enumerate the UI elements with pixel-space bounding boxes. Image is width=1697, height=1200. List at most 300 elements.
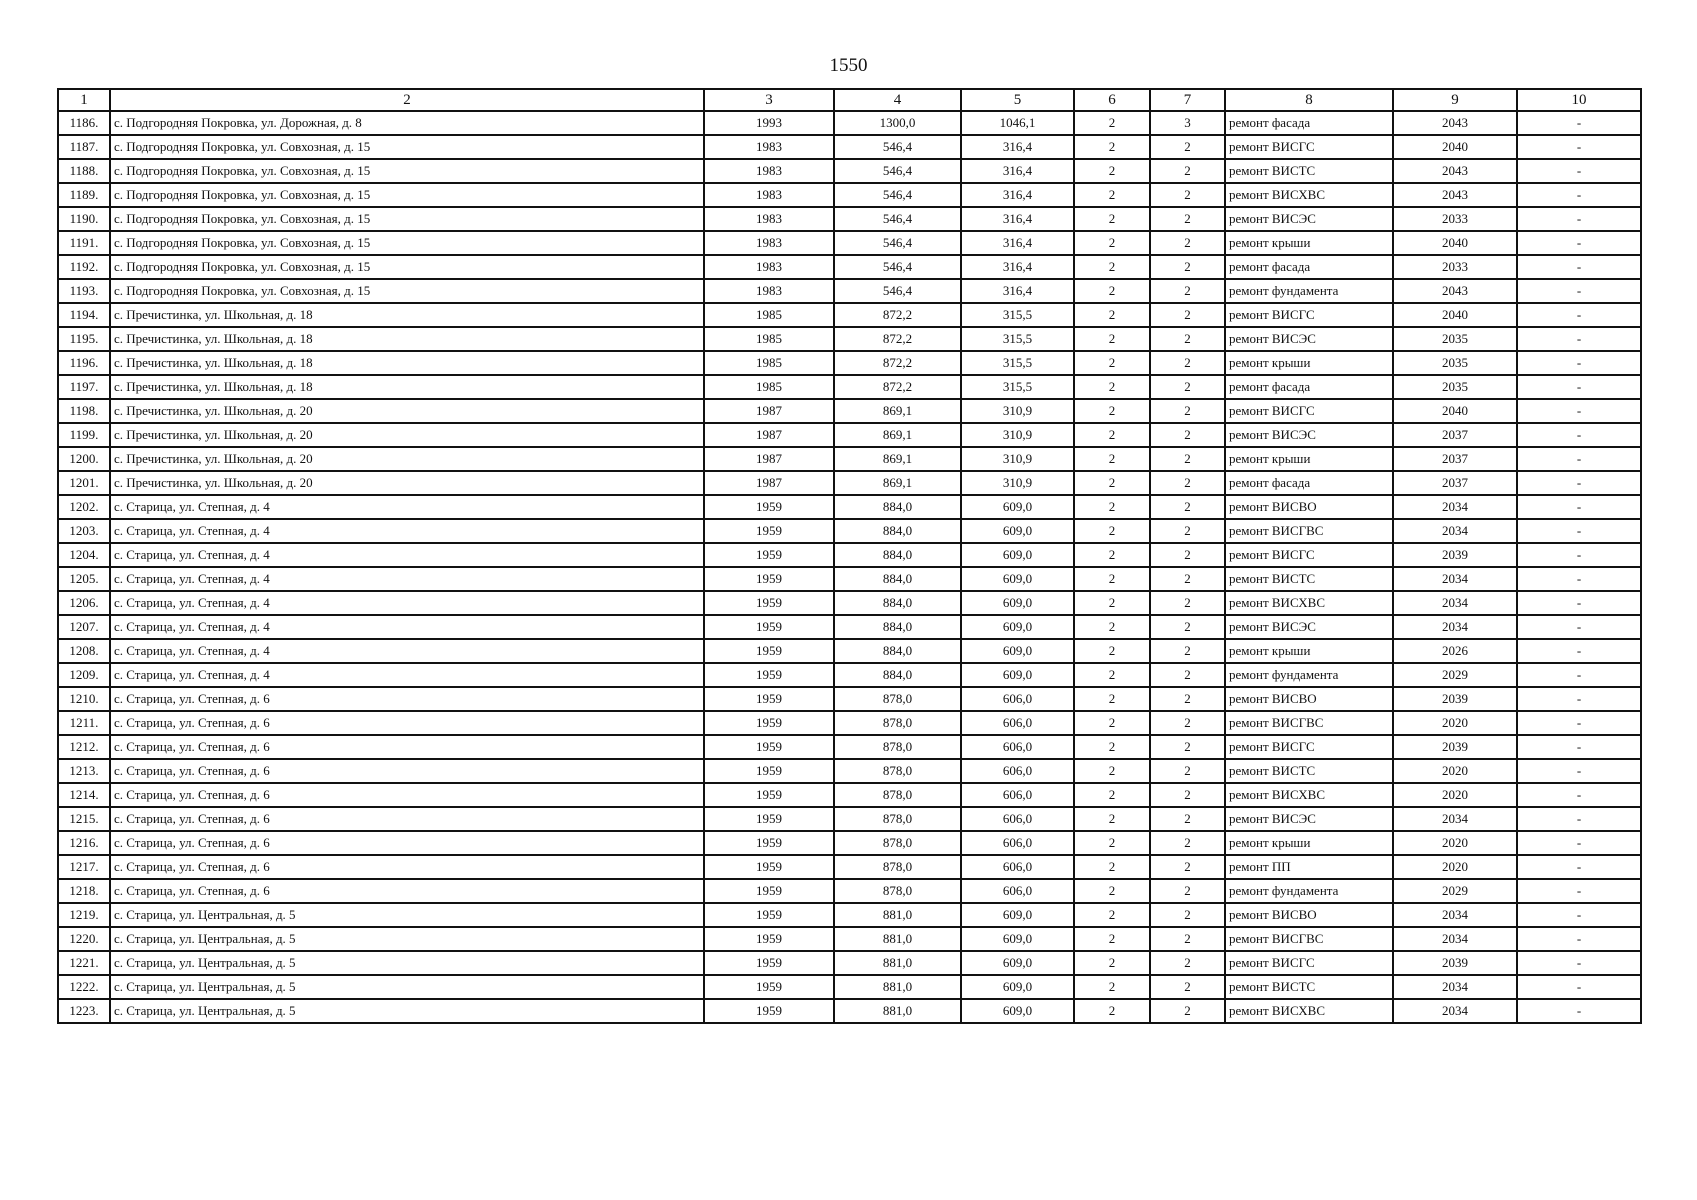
row-number-cell: 1192.	[58, 255, 110, 279]
work-type-cell: ремонт крыши	[1225, 447, 1393, 471]
total-area-cell: 869,1	[834, 471, 961, 495]
floors-cell: 2	[1074, 375, 1150, 399]
living-area-cell: 609,0	[961, 903, 1074, 927]
floors-cell: 2	[1074, 519, 1150, 543]
note-cell: -	[1517, 471, 1641, 495]
col-2-header: 2	[110, 89, 704, 111]
table-row	[58, 687, 1641, 711]
total-area-cell: 878,0	[834, 735, 961, 759]
address-cell: с. Пречистинка, ул. Школьная, д. 20	[110, 399, 704, 423]
row-number-cell: 1218.	[58, 879, 110, 903]
floors-cell: 2	[1074, 231, 1150, 255]
planned-year-cell: 2020	[1393, 783, 1517, 807]
total-area-cell: 884,0	[834, 639, 961, 663]
entrances-cell: 2	[1150, 183, 1225, 207]
entrances-cell: 2	[1150, 327, 1225, 351]
work-type-cell: ремонт ВИСГВС	[1225, 927, 1393, 951]
address-cell: с. Пречистинка, ул. Школьная, д. 18	[110, 327, 704, 351]
total-area-cell: 1300,0	[834, 111, 961, 135]
floors-cell: 2	[1074, 711, 1150, 735]
planned-year-cell: 2043	[1393, 159, 1517, 183]
total-area-cell: 884,0	[834, 567, 961, 591]
floors-cell: 2	[1074, 759, 1150, 783]
work-type-cell: ремонт фасада	[1225, 111, 1393, 135]
address-cell: с. Старица, ул. Степная, д. 6	[110, 855, 704, 879]
address-cell: с. Подгородняя Покровка, ул. Совхозная, д. 15	[110, 183, 704, 207]
row-number-cell: 1195.	[58, 327, 110, 351]
year-cell: 1985	[704, 351, 834, 375]
address-cell: с. Старица, ул. Степная, д. 6	[110, 807, 704, 831]
floors-cell: 2	[1074, 783, 1150, 807]
entrances-cell: 2	[1150, 135, 1225, 159]
planned-year-cell: 2040	[1393, 399, 1517, 423]
floors-cell: 2	[1074, 663, 1150, 687]
note-cell: -	[1517, 423, 1641, 447]
total-area-cell: 884,0	[834, 591, 961, 615]
floors-cell: 2	[1074, 879, 1150, 903]
total-area-cell: 869,1	[834, 447, 961, 471]
note-cell: -	[1517, 711, 1641, 735]
living-area-cell: 606,0	[961, 759, 1074, 783]
total-area-cell: 872,2	[834, 303, 961, 327]
table-row	[58, 303, 1641, 327]
row-number-cell: 1214.	[58, 783, 110, 807]
row-number-cell: 1215.	[58, 807, 110, 831]
living-area-cell: 609,0	[961, 975, 1074, 999]
year-cell: 1959	[704, 591, 834, 615]
total-area-cell: 869,1	[834, 423, 961, 447]
note-cell: -	[1517, 135, 1641, 159]
work-type-cell: ремонт ВИСГС	[1225, 951, 1393, 975]
work-type-cell: ремонт ВИСЭС	[1225, 207, 1393, 231]
row-number-cell: 1203.	[58, 519, 110, 543]
floors-cell: 2	[1074, 399, 1150, 423]
total-area-cell: 884,0	[834, 663, 961, 687]
year-cell: 1959	[704, 783, 834, 807]
note-cell: -	[1517, 447, 1641, 471]
note-cell: -	[1517, 831, 1641, 855]
work-type-cell: ремонт фасада	[1225, 471, 1393, 495]
row-number-cell: 1191.	[58, 231, 110, 255]
note-cell: -	[1517, 999, 1641, 1023]
living-area-cell: 609,0	[961, 951, 1074, 975]
year-cell: 1959	[704, 639, 834, 663]
table-row	[58, 423, 1641, 447]
planned-year-cell: 2034	[1393, 495, 1517, 519]
total-area-cell: 884,0	[834, 543, 961, 567]
year-cell: 1959	[704, 495, 834, 519]
floors-cell: 2	[1074, 255, 1150, 279]
row-number-cell: 1223.	[58, 999, 110, 1023]
year-cell: 1987	[704, 471, 834, 495]
work-type-cell: ремонт ВИСЭС	[1225, 807, 1393, 831]
table-body	[58, 111, 1641, 1023]
address-cell: с. Старица, ул. Степная, д. 4	[110, 543, 704, 567]
living-area-cell: 609,0	[961, 591, 1074, 615]
entrances-cell: 2	[1150, 375, 1225, 399]
planned-year-cell: 2039	[1393, 951, 1517, 975]
work-type-cell: ремонт ВИСВО	[1225, 903, 1393, 927]
entrances-cell: 3	[1150, 111, 1225, 135]
total-area-cell: 878,0	[834, 711, 961, 735]
year-cell: 1959	[704, 807, 834, 831]
work-type-cell: ремонт ВИСЭС	[1225, 327, 1393, 351]
living-area-cell: 316,4	[961, 279, 1074, 303]
address-cell: с. Старица, ул. Степная, д. 6	[110, 687, 704, 711]
work-type-cell: ремонт ВИСХВС	[1225, 783, 1393, 807]
work-type-cell: ремонт ВИСХВС	[1225, 183, 1393, 207]
address-cell: с. Старица, ул. Центральная, д. 5	[110, 951, 704, 975]
note-cell: -	[1517, 759, 1641, 783]
col-5-header: 5	[961, 89, 1074, 111]
living-area-cell: 310,9	[961, 447, 1074, 471]
note-cell: -	[1517, 975, 1641, 999]
address-cell: с. Подгородняя Покровка, ул. Совхозная, д. 15	[110, 135, 704, 159]
address-cell: с. Пречистинка, ул. Школьная, д. 18	[110, 303, 704, 327]
entrances-cell: 2	[1150, 207, 1225, 231]
floors-cell: 2	[1074, 567, 1150, 591]
row-number-cell: 1193.	[58, 279, 110, 303]
table-row	[58, 399, 1641, 423]
floors-cell: 2	[1074, 927, 1150, 951]
planned-year-cell: 2034	[1393, 807, 1517, 831]
note-cell: -	[1517, 663, 1641, 687]
row-number-cell: 1208.	[58, 639, 110, 663]
row-number-cell: 1220.	[58, 927, 110, 951]
address-cell: с. Подгородняя Покровка, ул. Совхозная, д. 15	[110, 231, 704, 255]
floors-cell: 2	[1074, 615, 1150, 639]
note-cell: -	[1517, 111, 1641, 135]
entrances-cell: 2	[1150, 807, 1225, 831]
living-area-cell: 609,0	[961, 927, 1074, 951]
planned-year-cell: 2043	[1393, 183, 1517, 207]
row-number-cell: 1216.	[58, 831, 110, 855]
table-row	[58, 327, 1641, 351]
planned-year-cell: 2034	[1393, 903, 1517, 927]
living-area-cell: 609,0	[961, 639, 1074, 663]
planned-year-cell: 2039	[1393, 543, 1517, 567]
work-type-cell: ремонт ВИСТС	[1225, 567, 1393, 591]
table-row	[58, 471, 1641, 495]
row-number-cell: 1197.	[58, 375, 110, 399]
living-area-cell: 310,9	[961, 399, 1074, 423]
total-area-cell: 546,4	[834, 135, 961, 159]
total-area-cell: 872,2	[834, 351, 961, 375]
col-4-header: 4	[834, 89, 961, 111]
year-cell: 1983	[704, 207, 834, 231]
planned-year-cell: 2034	[1393, 591, 1517, 615]
note-cell: -	[1517, 591, 1641, 615]
year-cell: 1983	[704, 183, 834, 207]
year-cell: 1985	[704, 327, 834, 351]
planned-year-cell: 2034	[1393, 927, 1517, 951]
row-number-cell: 1202.	[58, 495, 110, 519]
total-area-cell: 878,0	[834, 783, 961, 807]
table-row	[58, 855, 1641, 879]
living-area-cell: 1046,1	[961, 111, 1074, 135]
work-type-cell: ремонт ВИСГВС	[1225, 711, 1393, 735]
note-cell: -	[1517, 495, 1641, 519]
table-row	[58, 879, 1641, 903]
living-area-cell: 310,9	[961, 471, 1074, 495]
address-cell: с. Подгородняя Покровка, ул. Совхозная, д. 15	[110, 159, 704, 183]
total-area-cell: 546,4	[834, 279, 961, 303]
row-number-cell: 1206.	[58, 591, 110, 615]
address-cell: с. Старица, ул. Степная, д. 6	[110, 711, 704, 735]
address-cell: с. Старица, ул. Степная, д. 4	[110, 495, 704, 519]
work-type-cell: ремонт фундамента	[1225, 663, 1393, 687]
table-row	[58, 927, 1641, 951]
floors-cell: 2	[1074, 159, 1150, 183]
row-number-cell: 1211.	[58, 711, 110, 735]
year-cell: 1993	[704, 111, 834, 135]
row-number-cell: 1188.	[58, 159, 110, 183]
entrances-cell: 2	[1150, 951, 1225, 975]
living-area-cell: 609,0	[961, 543, 1074, 567]
entrances-cell: 2	[1150, 783, 1225, 807]
table-row	[58, 807, 1641, 831]
work-type-cell: ремонт фундамента	[1225, 279, 1393, 303]
note-cell: -	[1517, 879, 1641, 903]
work-type-cell: ремонт ВИСЭС	[1225, 615, 1393, 639]
living-area-cell: 609,0	[961, 519, 1074, 543]
col-10-header: 10	[1517, 89, 1641, 111]
floors-cell: 2	[1074, 423, 1150, 447]
row-number-cell: 1209.	[58, 663, 110, 687]
table-row	[58, 255, 1641, 279]
living-area-cell: 316,4	[961, 207, 1074, 231]
planned-year-cell: 2033	[1393, 207, 1517, 231]
year-cell: 1959	[704, 663, 834, 687]
address-cell: с. Пречистинка, ул. Школьная, д. 18	[110, 375, 704, 399]
total-area-cell: 881,0	[834, 999, 961, 1023]
table-row	[58, 711, 1641, 735]
work-type-cell: ремонт фасада	[1225, 255, 1393, 279]
living-area-cell: 316,4	[961, 159, 1074, 183]
work-type-cell: ремонт крыши	[1225, 639, 1393, 663]
living-area-cell: 609,0	[961, 567, 1074, 591]
year-cell: 1959	[704, 711, 834, 735]
living-area-cell: 606,0	[961, 735, 1074, 759]
col-7-header: 7	[1150, 89, 1225, 111]
year-cell: 1959	[704, 951, 834, 975]
living-area-cell: 609,0	[961, 495, 1074, 519]
work-type-cell: ремонт ВИСГС	[1225, 399, 1393, 423]
table-row	[58, 831, 1641, 855]
year-cell: 1987	[704, 447, 834, 471]
table-row	[58, 975, 1641, 999]
table-row	[58, 375, 1641, 399]
year-cell: 1959	[704, 567, 834, 591]
living-area-cell: 606,0	[961, 783, 1074, 807]
floors-cell: 2	[1074, 807, 1150, 831]
total-area-cell: 546,4	[834, 159, 961, 183]
floors-cell: 2	[1074, 111, 1150, 135]
floors-cell: 2	[1074, 999, 1150, 1023]
planned-year-cell: 2034	[1393, 519, 1517, 543]
planned-year-cell: 2034	[1393, 567, 1517, 591]
planned-year-cell: 2039	[1393, 735, 1517, 759]
total-area-cell: 869,1	[834, 399, 961, 423]
address-cell: с. Старица, ул. Степная, д. 4	[110, 663, 704, 687]
address-cell: с. Старица, ул. Степная, д. 4	[110, 591, 704, 615]
note-cell: -	[1517, 543, 1641, 567]
planned-year-cell: 2035	[1393, 375, 1517, 399]
table-row	[58, 495, 1641, 519]
table-row	[58, 951, 1641, 975]
year-cell: 1983	[704, 135, 834, 159]
planned-year-cell: 2029	[1393, 663, 1517, 687]
floors-cell: 2	[1074, 495, 1150, 519]
entrances-cell: 2	[1150, 279, 1225, 303]
floors-cell: 2	[1074, 183, 1150, 207]
total-area-cell: 878,0	[834, 879, 961, 903]
work-type-cell: ремонт фундамента	[1225, 879, 1393, 903]
table-row	[58, 159, 1641, 183]
year-cell: 1959	[704, 831, 834, 855]
year-cell: 1985	[704, 303, 834, 327]
note-cell: -	[1517, 903, 1641, 927]
row-number-cell: 1212.	[58, 735, 110, 759]
table-row	[58, 231, 1641, 255]
planned-year-cell: 2039	[1393, 687, 1517, 711]
entrances-cell: 2	[1150, 903, 1225, 927]
note-cell: -	[1517, 375, 1641, 399]
floors-cell: 2	[1074, 471, 1150, 495]
floors-cell: 2	[1074, 639, 1150, 663]
address-cell: с. Старица, ул. Степная, д. 6	[110, 831, 704, 855]
total-area-cell: 878,0	[834, 831, 961, 855]
row-number-cell: 1217.	[58, 855, 110, 879]
planned-year-cell: 2034	[1393, 975, 1517, 999]
living-area-cell: 606,0	[961, 711, 1074, 735]
planned-year-cell: 2029	[1393, 879, 1517, 903]
note-cell: -	[1517, 855, 1641, 879]
planned-year-cell: 2026	[1393, 639, 1517, 663]
total-area-cell: 881,0	[834, 975, 961, 999]
year-cell: 1987	[704, 423, 834, 447]
table-row	[58, 615, 1641, 639]
col-9-header: 9	[1393, 89, 1517, 111]
table-row	[58, 543, 1641, 567]
year-cell: 1959	[704, 879, 834, 903]
entrances-cell: 2	[1150, 399, 1225, 423]
entrances-cell: 2	[1150, 351, 1225, 375]
table-row	[58, 999, 1641, 1023]
table-row	[58, 591, 1641, 615]
total-area-cell: 872,2	[834, 327, 961, 351]
row-number-cell: 1221.	[58, 951, 110, 975]
col-3-header: 3	[704, 89, 834, 111]
year-cell: 1959	[704, 759, 834, 783]
address-cell: с. Пречистинка, ул. Школьная, д. 20	[110, 471, 704, 495]
floors-cell: 2	[1074, 303, 1150, 327]
entrances-cell: 2	[1150, 711, 1225, 735]
row-number-cell: 1207.	[58, 615, 110, 639]
planned-year-cell: 2043	[1393, 279, 1517, 303]
planned-year-cell: 2034	[1393, 999, 1517, 1023]
planned-year-cell: 2040	[1393, 303, 1517, 327]
row-number-cell: 1190.	[58, 207, 110, 231]
work-type-cell: ремонт ВИСЭС	[1225, 423, 1393, 447]
entrances-cell: 2	[1150, 447, 1225, 471]
floors-cell: 2	[1074, 831, 1150, 855]
note-cell: -	[1517, 159, 1641, 183]
note-cell: -	[1517, 807, 1641, 831]
work-type-cell: ремонт ПП	[1225, 855, 1393, 879]
living-area-cell: 316,4	[961, 135, 1074, 159]
planned-year-cell: 2020	[1393, 831, 1517, 855]
row-number-cell: 1187.	[58, 135, 110, 159]
note-cell: -	[1517, 735, 1641, 759]
planned-year-cell: 2037	[1393, 471, 1517, 495]
year-cell: 1983	[704, 255, 834, 279]
floors-cell: 2	[1074, 327, 1150, 351]
year-cell: 1959	[704, 735, 834, 759]
row-number-cell: 1186.	[58, 111, 110, 135]
note-cell: -	[1517, 951, 1641, 975]
total-area-cell: 878,0	[834, 855, 961, 879]
planned-year-cell: 2020	[1393, 759, 1517, 783]
address-cell: с. Пречистинка, ул. Школьная, д. 20	[110, 447, 704, 471]
row-number-cell: 1205.	[58, 567, 110, 591]
note-cell: -	[1517, 927, 1641, 951]
table-row	[58, 567, 1641, 591]
floors-cell: 2	[1074, 351, 1150, 375]
floors-cell: 2	[1074, 855, 1150, 879]
year-cell: 1959	[704, 519, 834, 543]
work-type-cell: ремонт ВИСГВС	[1225, 519, 1393, 543]
work-type-cell: ремонт ВИСГС	[1225, 543, 1393, 567]
total-area-cell: 546,4	[834, 231, 961, 255]
total-area-cell: 878,0	[834, 807, 961, 831]
floors-cell: 2	[1074, 951, 1150, 975]
entrances-cell: 2	[1150, 831, 1225, 855]
living-area-cell: 606,0	[961, 687, 1074, 711]
table-row	[58, 639, 1641, 663]
living-area-cell: 310,9	[961, 423, 1074, 447]
total-area-cell: 546,4	[834, 207, 961, 231]
floors-cell: 2	[1074, 975, 1150, 999]
total-area-cell: 884,0	[834, 615, 961, 639]
table-row	[58, 903, 1641, 927]
year-cell: 1983	[704, 279, 834, 303]
entrances-cell: 2	[1150, 159, 1225, 183]
table-row	[58, 519, 1641, 543]
year-cell: 1959	[704, 687, 834, 711]
planned-year-cell: 2043	[1393, 111, 1517, 135]
entrances-cell: 2	[1150, 927, 1225, 951]
total-area-cell: 881,0	[834, 927, 961, 951]
living-area-cell: 609,0	[961, 615, 1074, 639]
year-cell: 1985	[704, 375, 834, 399]
address-cell: с. Старица, ул. Центральная, д. 5	[110, 999, 704, 1023]
note-cell: -	[1517, 303, 1641, 327]
row-number-cell: 1222.	[58, 975, 110, 999]
note-cell: -	[1517, 639, 1641, 663]
floors-cell: 2	[1074, 687, 1150, 711]
planned-year-cell: 2040	[1393, 135, 1517, 159]
entrances-cell: 2	[1150, 495, 1225, 519]
floors-cell: 2	[1074, 903, 1150, 927]
entrances-cell: 2	[1150, 303, 1225, 327]
year-cell: 1959	[704, 927, 834, 951]
living-area-cell: 315,5	[961, 351, 1074, 375]
repair-register-table	[57, 88, 1642, 1024]
table-row	[58, 351, 1641, 375]
work-type-cell: ремонт крыши	[1225, 231, 1393, 255]
address-cell: с. Старица, ул. Степная, д. 6	[110, 735, 704, 759]
